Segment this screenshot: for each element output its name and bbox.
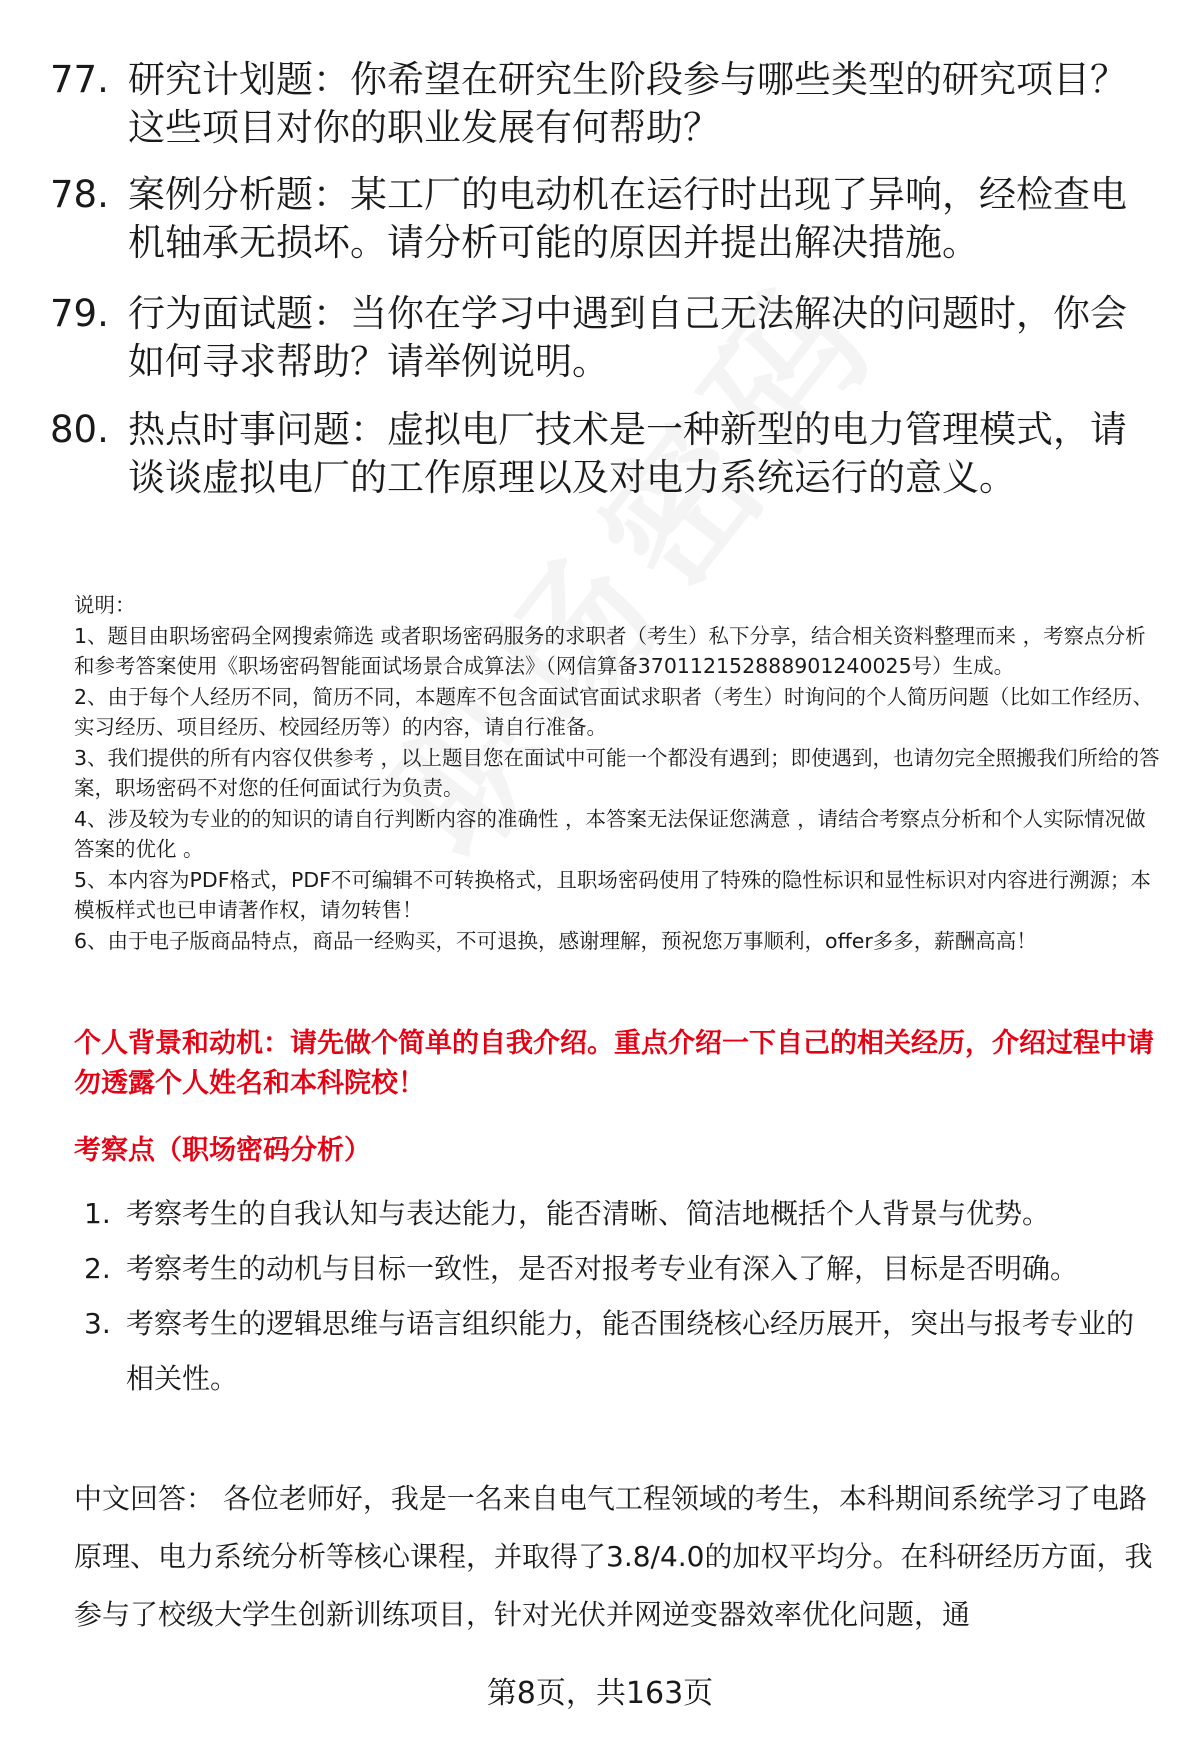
analysis-point: [84, 1186, 1154, 1241]
question-text: 热点时事问题：虚拟电厂技术是一种新型的电力管理模式，请谈谈虚拟电厂的工作原理以及对电力系统运行的意义。: [128, 408, 1127, 499]
question-text: 案例分析题：某工厂的电动机在运行时出现了异响，经检查电机轴承无损坏。请分析可能的原因并提出解决措施。: [128, 173, 1127, 264]
answer-paragraph: [74, 1470, 1154, 1644]
question-text: 行为面试题：当你在学习中遇到自己无法解决的问题时，你会如何寻求帮助？请举例说明。: [128, 292, 1127, 383]
note-item: 3、我们提供的所有内容仅供参考 ，以上题目您在面试中可能一个都没有遇到；即使遇到，也请勿完全照搬我们所给的答案，职场密码不对您的任何面试行为负责。: [74, 745, 1160, 800]
notes-heading: 说明：: [74, 593, 136, 617]
question-number: 80.: [50, 408, 109, 451]
page-footer: 第8页，共163页: [486, 1676, 714, 1711]
point-number: 3.: [84, 1307, 111, 1340]
point-text: 考察考生的逻辑思维与语言组织能力，能否围绕核心经历展开，突出与报考专业的相关性。: [126, 1307, 1135, 1395]
question-number: 78.: [50, 173, 109, 216]
question-text: 研究计划题：你希望在研究生阶段参与哪些类型的研究项目？这些项目对你的职业发展有何帮助？: [128, 58, 1127, 149]
note-item: 1、题目由职场密码全网搜索筛选 或者职场密码服务的求职者（考生）私下分享，结合相关资料整理而来 ，考察点分析和参考答案使用《职场密码智能面试场景合成算法》（网信算备370112152888901240025号）生成。: [74, 623, 1146, 678]
answer-text: 各位老师好，我是一名来自电气工程领域的考生，本科期间系统学习了电路原理、电力系统分析等核心课程，并取得了3.8/4.0的加权平均分。在科研经历方面，我参与了校级大学生创新训练项目，针对光伏并网逆变器效率优化问题，通: [74, 1482, 1153, 1631]
note-item: 5、本内容为PDF格式，PDF不可编辑不可转换格式，且职场密码使用了特殊的隐性标识和显性标识对内容进行溯源；本模板样式也已申请著作权，请勿转售！: [74, 867, 1151, 922]
point-text: 考察考生的自我认知与表达能力，能否清晰、简洁地概括个人背景与优势。: [126, 1197, 1051, 1230]
question-80: [50, 406, 1150, 502]
note-item: 4、涉及较为专业的的知识的请自行判断内容的准确性 ，本答案无法保证您满意 ，请结合考察点分析和个人实际情况做答案的优化 。: [74, 806, 1146, 861]
analysis-title: 考察点（职场密码分析）: [74, 1135, 371, 1166]
answer-label: 中文回答：: [74, 1482, 215, 1515]
question-number: 79.: [50, 292, 109, 335]
question-79: [50, 290, 1150, 386]
analysis-point: [84, 1296, 1154, 1406]
question-number: 77.: [50, 58, 109, 101]
question-78: [50, 171, 1150, 267]
notes-section: [74, 590, 1164, 956]
note-item: 2、由于每个人经历不同，简历不同，本题库不包含面试官面试求职者（考生）时询问的个人简历问题（比如工作经历、实习经历、项目经历、校园经历等）的内容，请自行准备。: [74, 684, 1154, 739]
analysis-point: [84, 1241, 1154, 1296]
background-question: 个人背景和动机：请先做个简单的自我介绍。重点介绍一下自己的相关经历，介绍过程中请勿透露个人姓名和本科院校！: [74, 1028, 1154, 1099]
point-text: 考察考生的动机与目标一致性，是否对报考专业有深入了解，目标是否明确。: [126, 1252, 1079, 1285]
note-item: 6、由于电子版商品特点，商品一经购买，不可退换，感谢理解，预祝您万事顺利，offer多多，薪酬高高！: [74, 928, 1037, 953]
question-77: [50, 56, 1150, 152]
analysis-points: [84, 1186, 1154, 1406]
point-number: 2.: [84, 1252, 111, 1285]
point-number: 1.: [84, 1197, 111, 1230]
